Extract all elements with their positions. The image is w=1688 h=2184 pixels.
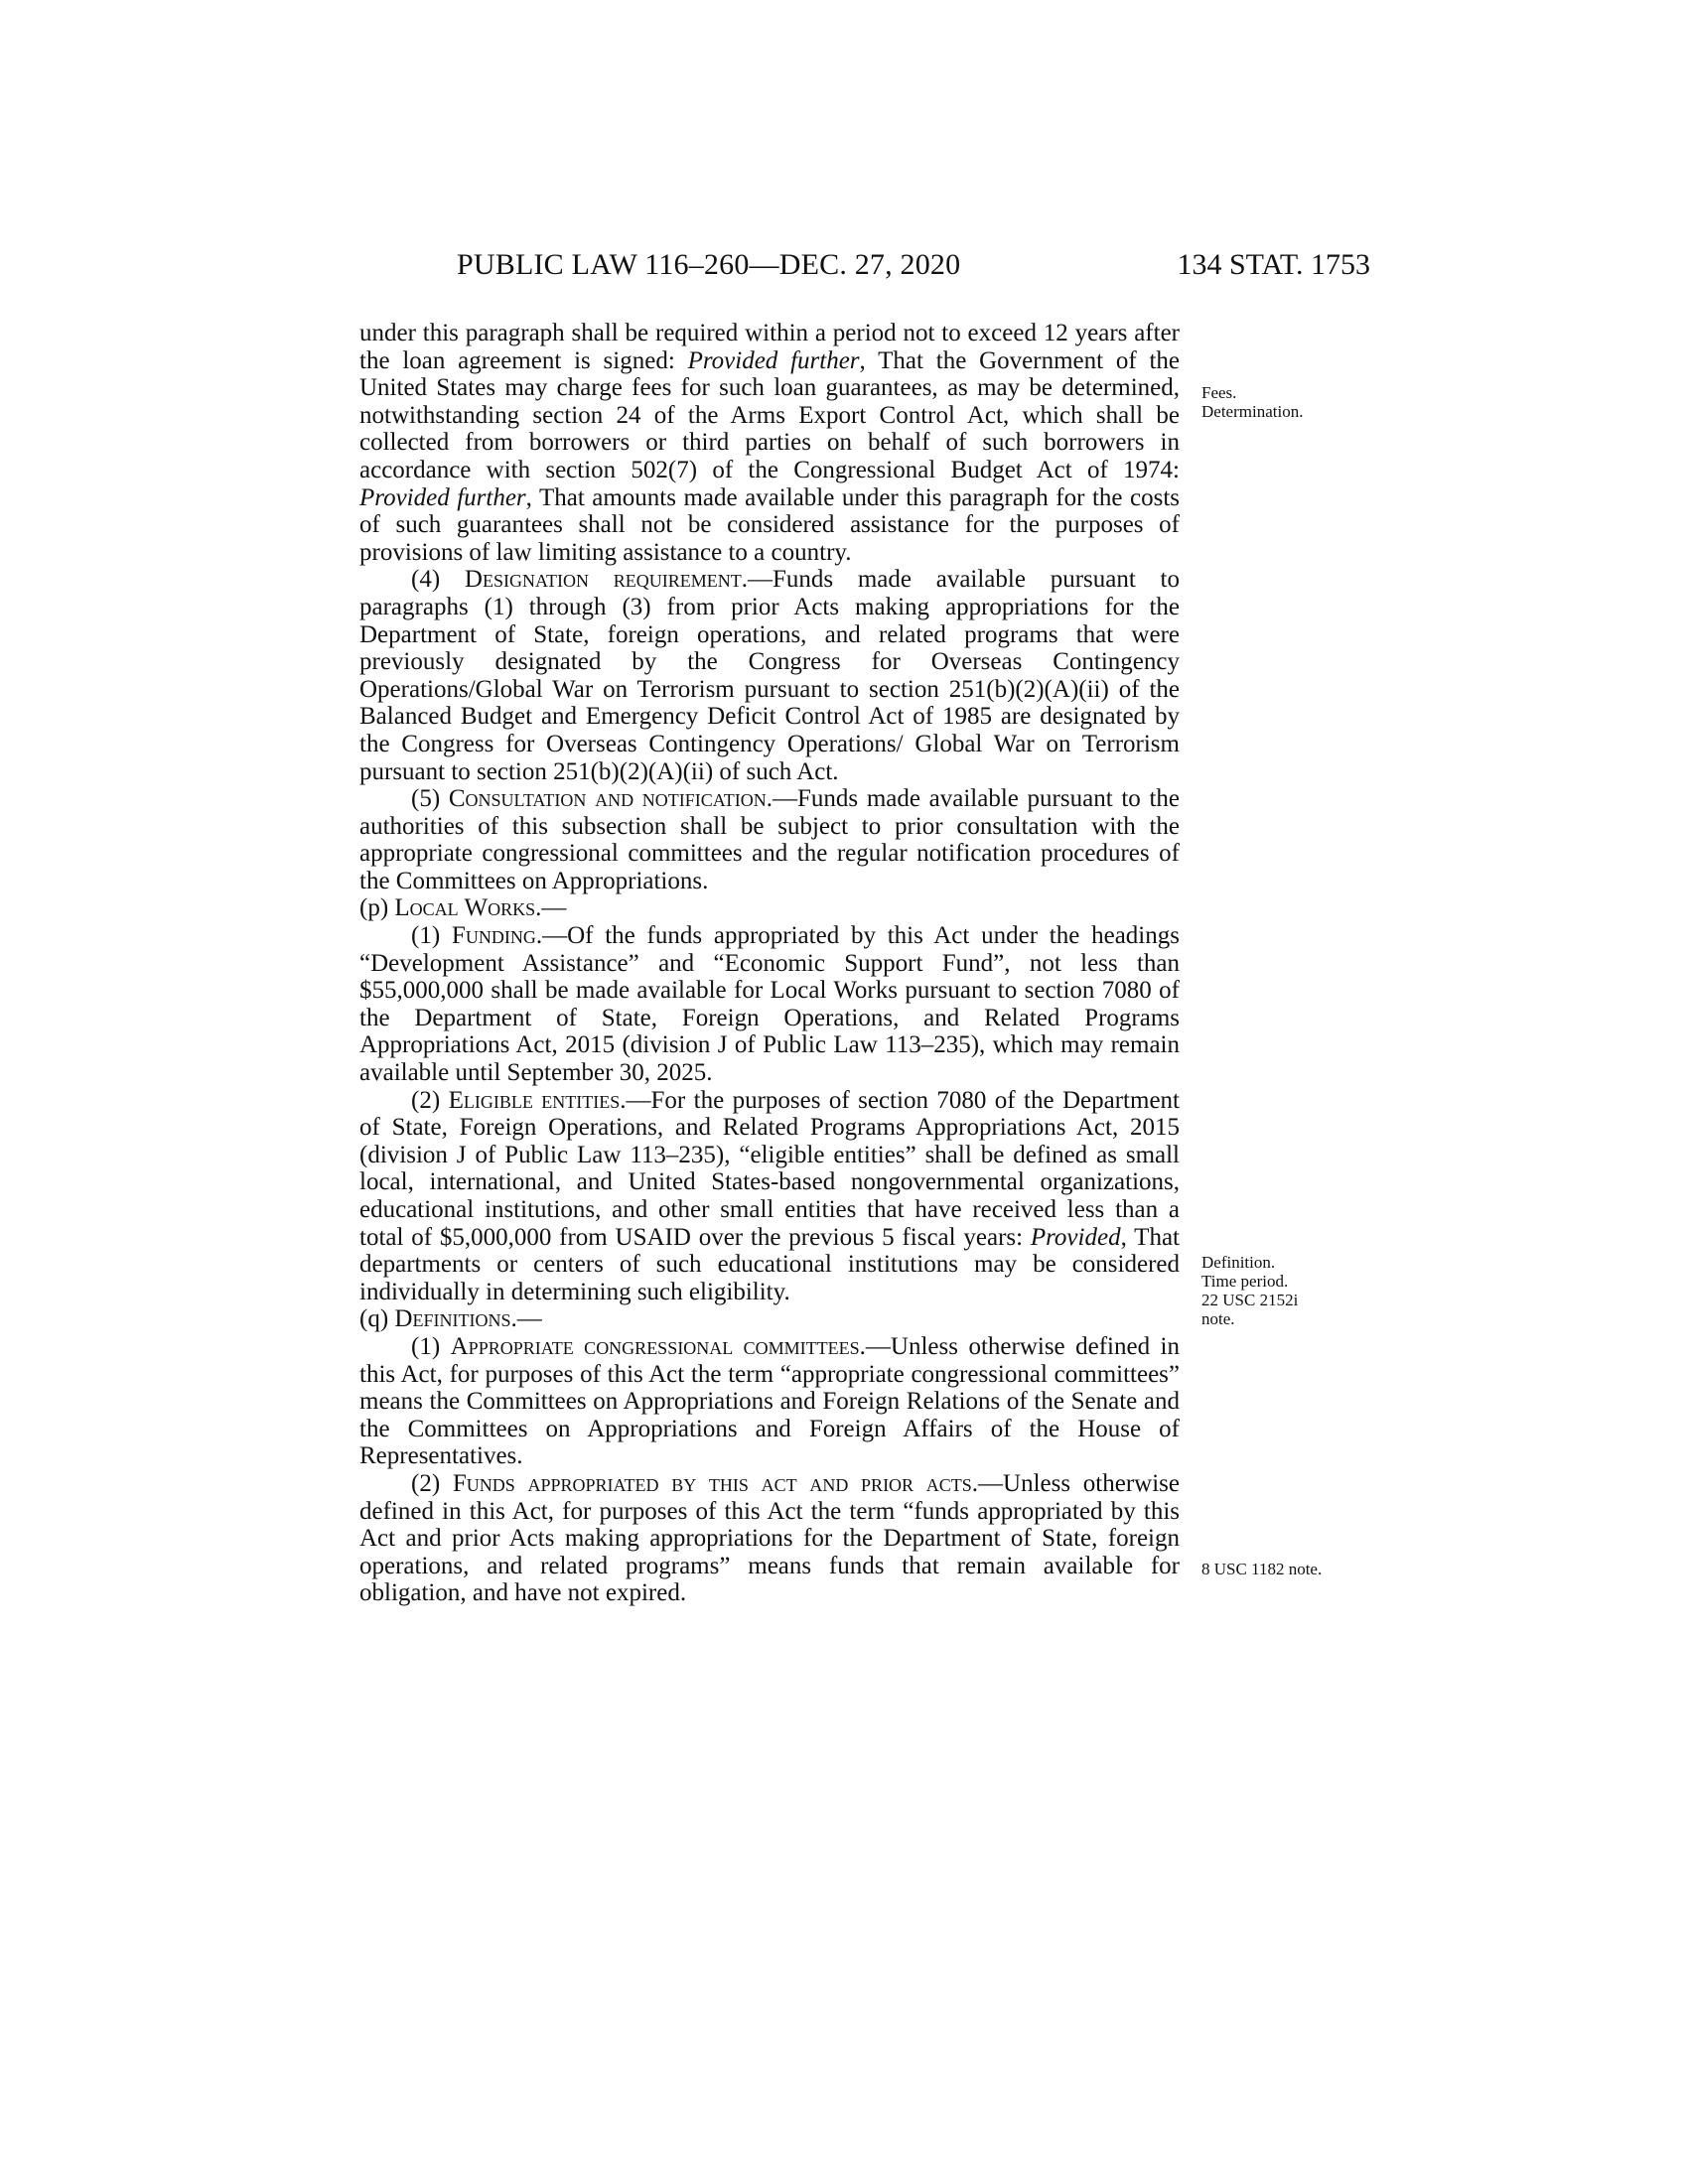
- section-heading: Definitions: [394, 1305, 511, 1333]
- paragraph-funds-appropriated: (2) Funds appropriated by this act and prior acts.—Unless otherwise defined in this Act, for purposes of this Act the term “funds appropriated by this Act and prior Acts making appropriations for the Department of State, foreign operations, and related programs” means funds that remain available for obligation, and have not expired.: [359, 1469, 1181, 1607]
- margin-note-usc: [1201, 1560, 1322, 1578]
- body-text: [359, 320, 1180, 1607]
- paragraph-continuation: under this paragraph shall be required within a period not to exceed 12 years after the loan agreement is signed: Provided further, That the Government of the United States may charge fees for such loan guarantees, as may be determined, notwithstanding section 24 of the Arms Export Control Act, which shall be collected from borrowers or third parties on behalf of such borrowers in accordance with section 502(7) of the Congressional Budget Act of 1974: Provided further, That amounts made available under this paragraph for the costs of such guarantees shall not be considered assistance for the purposes of provisions of law limiting assistance to a country.: [359, 320, 1181, 566]
- section-heading: Designation requirement: [464, 566, 742, 594]
- paragraph-funding: (1) Funding.—Of the funds appropriated by this Act under the headings “Development Assistance” and “Economic Support Fund”, not less than $55,000,000 shall be made available for Local Works pursuant to section 7080 of the Department of State, Foreign Operations, and Related Programs Appropriations Act, 2015 (division J of Public Law 113–235), which may remain available until September 30, 2025.: [359, 922, 1180, 1087]
- section-heading: Local Works: [394, 894, 536, 922]
- margin-note-line: Fees.: [1201, 383, 1237, 402]
- stat-page-number: 134 STAT. 1753: [1177, 248, 1370, 281]
- margin-note-line: 8 USC 1182 note.: [1201, 1560, 1323, 1578]
- paragraph-eligible-entities: (2) Eligible entities.—For the purposes of section 7080 of the Department of State, Foreign Operations, and Related Programs Appropriations Act, 2015 (division J of Public Law 113–235), “eligible entities” shall be defined as small local, international, and United States-based nongovernmental organizations, educational institutions, and other small entities that have received less than a total of $5,000,000 from USAID over the previous 5 fiscal years: Provided, That departments or centers of such educational institutions may be considered individually in determining such eligibility.: [359, 1086, 1180, 1305]
- page-header: [457, 248, 1370, 288]
- paragraph-consultation-notification: (5) Consultation and notification.—Funds made available pursuant to the authorities of this subsection shall be subject to prior consultation with the appropriate congressional committees and the regular notification procedures of the Committees on Appropriations.: [359, 785, 1181, 894]
- section-heading: Eligible entities: [448, 1086, 621, 1114]
- header-title: PUBLIC LAW 116–260—DEC. 27, 2020: [457, 248, 961, 281]
- section-heading: Consultation and notification: [448, 785, 767, 813]
- section-heading: Appropriate congressional committees: [450, 1332, 860, 1360]
- paragraph-designation-requirement: (4) Designation requirement.—Funds made available pursuant to paragraphs (1) through (3) from prior Acts making appropriations for the Department of State, foreign operations, and related programs that were previously designated by the Congress for Overseas Contingency Operations/Global War on Terrorism pursuant to section 251(b)(2)(A)(ii) of the Balanced Budget and Emergency Deficit Control Act of 1985 are designated by the Congress for Overseas Contingency Operations/ Global War on Terrorism pursuant to section 251(b)(2)(A)(ii) of such Act.: [359, 566, 1180, 785]
- margin-note-fees: [1201, 383, 1303, 421]
- margin-note-line: Determination.: [1201, 402, 1304, 421]
- paragraph-appropriate-committees: (1) Appropriate congressional committees.—Unless otherwise defined in this Act, for purposes of this Act the term “appropriate congressional committees” means the Committees on Appropriations and Foreign Relations of the Senate and the Committees on Appropriations and Foreign Affairs of the House of Representatives.: [359, 1332, 1180, 1470]
- subsection-local-works: (p) Local Works.—: [359, 894, 567, 922]
- subsection-definitions: (q) Definitions.—: [359, 1305, 542, 1333]
- margin-note-line: Time period.: [1201, 1272, 1289, 1291]
- margin-note-line: Definition.: [1201, 1253, 1276, 1272]
- section-heading: Funding: [451, 922, 536, 950]
- section-heading: Funds appropriated by this act and prior acts: [452, 1469, 972, 1497]
- margin-note-line: note.: [1201, 1309, 1235, 1328]
- margin-note-line: 22 USC 2152i: [1201, 1291, 1299, 1309]
- margin-note-definition: [1201, 1253, 1298, 1328]
